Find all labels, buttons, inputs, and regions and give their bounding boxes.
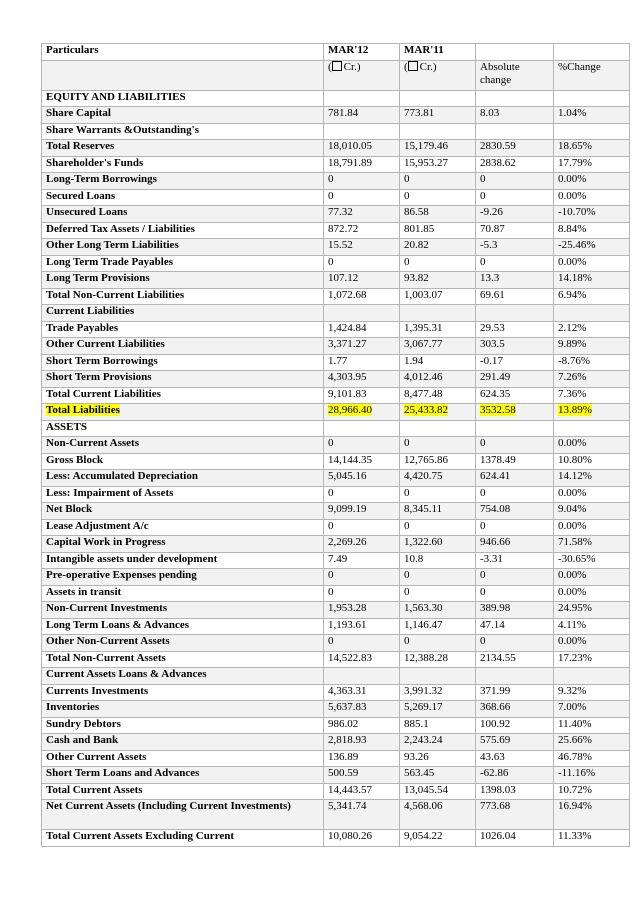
row-label: Sundry Debtors [42, 717, 324, 734]
mar11-value: 4,568.06 [400, 800, 476, 830]
mar11-value: 13,045.54 [400, 783, 476, 800]
mar11-value: 773.81 [400, 107, 476, 124]
mar12-value: 0 [324, 437, 400, 454]
pct-change-value: -30.65% [554, 552, 630, 569]
absolute-change-value: 575.69 [476, 734, 554, 751]
mar11-header: MAR'11 [400, 44, 476, 61]
pct-change-value: 0.00% [554, 173, 630, 190]
mar12-value [324, 305, 400, 322]
pct-change-value: 0.00% [554, 519, 630, 536]
absolute-change-value: 368.66 [476, 701, 554, 718]
absolute-change-value: 291.49 [476, 371, 554, 388]
table-row [42, 618, 630, 635]
row-label: Deferred Tax Assets / Liabilities [42, 222, 324, 239]
pct-change-value: 14.18% [554, 272, 630, 289]
mar11-value: 93.26 [400, 750, 476, 767]
row-label: Lease Adjustment A/c [42, 519, 324, 536]
table-row [42, 354, 630, 371]
table-row [42, 684, 630, 701]
mar11-value: 885.1 [400, 717, 476, 734]
pct-change-value: 24.95% [554, 602, 630, 619]
row-label: Current Assets Loans & Advances [42, 668, 324, 685]
table-row [42, 569, 630, 586]
row-label: Intangible assets under development [42, 552, 324, 569]
row-label: Short Term Loans and Advances [42, 767, 324, 784]
mar11-unit: ( Cr.) [400, 60, 476, 90]
absolute-change-value [476, 123, 554, 140]
mar11-value [400, 305, 476, 322]
pct-change-value: 9.04% [554, 503, 630, 520]
absolute-change-value: 1398.03 [476, 783, 554, 800]
absolute-change-value: 100.92 [476, 717, 554, 734]
table-row [42, 338, 630, 355]
table-row [42, 156, 630, 173]
mar11-value: 86.58 [400, 206, 476, 223]
mar11-value: 1.94 [400, 354, 476, 371]
table-row [42, 800, 630, 830]
absolute-change-value: 0 [476, 486, 554, 503]
mar11-value [400, 420, 476, 437]
pct-change-value: -8.76% [554, 354, 630, 371]
table-row [42, 173, 630, 190]
absolute-change-value: 389.98 [476, 602, 554, 619]
table-row [42, 140, 630, 157]
mar11-value: 12,765.86 [400, 453, 476, 470]
mar12-value: 0 [324, 189, 400, 206]
pct-change-value: 0.00% [554, 437, 630, 454]
table-row [42, 668, 630, 685]
pct-change-value: 71.58% [554, 536, 630, 553]
absolute-change-value: 0 [476, 189, 554, 206]
row-label: Other Current Liabilities [42, 338, 324, 355]
mar12-value: 107.12 [324, 272, 400, 289]
pct-change-value: 17.23% [554, 651, 630, 668]
mar12-value: 872.72 [324, 222, 400, 239]
pct-change-value: 1.04% [554, 107, 630, 124]
row-label: Long Term Loans & Advances [42, 618, 324, 635]
absolute-change-value: 773.68 [476, 800, 554, 830]
absolute-change-value: 624.41 [476, 470, 554, 487]
mar12-value: 1,424.84 [324, 321, 400, 338]
row-label: Less: Accumulated Depreciation [42, 470, 324, 487]
mar12-value: 9,101.83 [324, 387, 400, 404]
mar11-value: 0 [400, 173, 476, 190]
row-label: Pre-operative Expenses pending [42, 569, 324, 586]
row-label: Unsecured Loans [42, 206, 324, 223]
row-label: Capital Work in Progress [42, 536, 324, 553]
pct-change-value: 4.11% [554, 618, 630, 635]
absolute-change-value [476, 668, 554, 685]
absolute-change-value [476, 90, 554, 107]
mar11-value: 0 [400, 189, 476, 206]
mar11-value: 9,054.22 [400, 830, 476, 847]
pct-change-value: 0.00% [554, 189, 630, 206]
pct-change-value: 11.40% [554, 717, 630, 734]
pct-change-value [554, 668, 630, 685]
mar12-value: 0 [324, 173, 400, 190]
row-label: Total Current Assets [42, 783, 324, 800]
table-row [42, 503, 630, 520]
header-row [42, 44, 630, 61]
pct-change-value: 16.94% [554, 800, 630, 830]
table-row [42, 206, 630, 223]
pct-change-value: 14.12% [554, 470, 630, 487]
table-row [42, 552, 630, 569]
mar11-value: 8,345.11 [400, 503, 476, 520]
table-row [42, 536, 630, 553]
mar12-value: 0 [324, 585, 400, 602]
pct-change-value: 10.80% [554, 453, 630, 470]
mar11-value: 0 [400, 569, 476, 586]
mar11-value: 25,433.82 [400, 404, 476, 421]
table-row [42, 437, 630, 454]
table-row [42, 767, 630, 784]
pct-change-value: 17.79% [554, 156, 630, 173]
row-label: Total Liabilities [42, 404, 324, 421]
pct-change-value: 0.00% [554, 569, 630, 586]
mar11-value: 0 [400, 486, 476, 503]
table-row [42, 701, 630, 718]
empty-header-cell [554, 44, 630, 61]
absolute-change-value: -0.17 [476, 354, 554, 371]
mar12-value: 7.49 [324, 552, 400, 569]
row-label: Gross Block [42, 453, 324, 470]
pct-change-value: -10.70% [554, 206, 630, 223]
absolute-change-value: -9.26 [476, 206, 554, 223]
mar11-value: 801.85 [400, 222, 476, 239]
mar12-value: 3,371.27 [324, 338, 400, 355]
pct-change-value: 9.89% [554, 338, 630, 355]
mar11-value: 1,322.60 [400, 536, 476, 553]
table-row [42, 288, 630, 305]
row-label: Other Long Term Liabilities [42, 239, 324, 256]
table-row [42, 486, 630, 503]
row-label: Non-Current Assets [42, 437, 324, 454]
table-row [42, 371, 630, 388]
pct-change-value: 0.00% [554, 255, 630, 272]
absolute-change-value: 624.35 [476, 387, 554, 404]
mar11-value: 15,179.46 [400, 140, 476, 157]
row-label: Net Block [42, 503, 324, 520]
pct-change-value: 0.00% [554, 486, 630, 503]
absolute-change-value [476, 420, 554, 437]
mar12-value [324, 90, 400, 107]
mar11-value: 0 [400, 519, 476, 536]
pct-change-value: 18.65% [554, 140, 630, 157]
table-row [42, 90, 630, 107]
absolute-change-value: 13.3 [476, 272, 554, 289]
mar11-value: 12,388.28 [400, 651, 476, 668]
mar12-value: 28,966.40 [324, 404, 400, 421]
absolute-change-value: 2134.55 [476, 651, 554, 668]
mar12-value: 18,791.89 [324, 156, 400, 173]
row-label: Secured Loans [42, 189, 324, 206]
absolute-change-value: 0 [476, 173, 554, 190]
mar11-value [400, 123, 476, 140]
row-label: Other Current Assets [42, 750, 324, 767]
row-label: Share Warrants &Outstanding's [42, 123, 324, 140]
mar12-value: 9,099.19 [324, 503, 400, 520]
pct-change-value: 2.12% [554, 321, 630, 338]
absolute-change-value: 3532.58 [476, 404, 554, 421]
table-row [42, 519, 630, 536]
absolute-change-value: 0 [476, 437, 554, 454]
row-label: ASSETS [42, 420, 324, 437]
mar11-value: 0 [400, 255, 476, 272]
table-row [42, 239, 630, 256]
pct-change-value: 10.72% [554, 783, 630, 800]
particulars-header: Particulars [42, 44, 324, 61]
mar12-value: 0 [324, 569, 400, 586]
pct-change-value [554, 420, 630, 437]
units-row [42, 60, 630, 90]
table-row [42, 717, 630, 734]
absolute-change-value: 0 [476, 255, 554, 272]
table-row [42, 404, 630, 421]
table-row [42, 734, 630, 751]
mar11-value: 20.82 [400, 239, 476, 256]
mar12-value: 77.32 [324, 206, 400, 223]
mar12-header: MAR'12 [324, 44, 400, 61]
pct-change-value: -25.46% [554, 239, 630, 256]
absolute-change-value: 70.87 [476, 222, 554, 239]
mar11-value: 5,269.17 [400, 701, 476, 718]
mar12-value: 4,363.31 [324, 684, 400, 701]
table-row [42, 107, 630, 124]
row-label: Other Non-Current Assets [42, 635, 324, 652]
table-row [42, 651, 630, 668]
absolute-change-value: 29.53 [476, 321, 554, 338]
pct-change-value [554, 123, 630, 140]
mar12-value: 15.52 [324, 239, 400, 256]
mar12-unit: ( Cr.) [324, 60, 400, 90]
row-label: Shareholder's Funds [42, 156, 324, 173]
mar12-value: 500.59 [324, 767, 400, 784]
mar11-value: 1,395.31 [400, 321, 476, 338]
mar11-value: 0 [400, 635, 476, 652]
mar12-value: 0 [324, 635, 400, 652]
mar11-value: 4,012.46 [400, 371, 476, 388]
absolute-change-value: 0 [476, 519, 554, 536]
mar12-value: 2,269.26 [324, 536, 400, 553]
row-label: Total Current Assets Excluding Current [42, 830, 324, 847]
pct-change-value: 7.00% [554, 701, 630, 718]
mar12-value: 14,443.57 [324, 783, 400, 800]
mar11-value: 2,243.24 [400, 734, 476, 751]
table-row [42, 635, 630, 652]
absolute-change-value: 2838.62 [476, 156, 554, 173]
balance-sheet-table [41, 43, 630, 847]
mar11-value: 1,146.47 [400, 618, 476, 635]
absolute-change-header: Absolute change [476, 60, 554, 90]
table-row [42, 321, 630, 338]
absolute-change-value: 47.14 [476, 618, 554, 635]
mar11-value: 4,420.75 [400, 470, 476, 487]
mar11-value: 1,003.07 [400, 288, 476, 305]
table-row [42, 123, 630, 140]
mar12-value: 1.77 [324, 354, 400, 371]
row-label: Net Current Assets (Including Current Investments) [42, 800, 324, 830]
mar11-value: 93.82 [400, 272, 476, 289]
pct-change-value: 6.94% [554, 288, 630, 305]
mar12-value: 10,080.26 [324, 830, 400, 847]
pct-change-value [554, 90, 630, 107]
absolute-change-value: -3.31 [476, 552, 554, 569]
absolute-change-value: 0 [476, 585, 554, 602]
pct-change-value: 25.66% [554, 734, 630, 751]
row-label: Currents Investments [42, 684, 324, 701]
rupee-placeholder-icon [408, 61, 418, 71]
absolute-change-value: 2830.59 [476, 140, 554, 157]
row-label: Long Term Trade Payables [42, 255, 324, 272]
pct-change-value: 9.32% [554, 684, 630, 701]
table-row [42, 189, 630, 206]
mar11-value: 1,563.30 [400, 602, 476, 619]
row-label: Total Reserves [42, 140, 324, 157]
table-row [42, 453, 630, 470]
row-label: Long-Term Borrowings [42, 173, 324, 190]
mar11-value: 15,953.27 [400, 156, 476, 173]
absolute-change-value: 946.66 [476, 536, 554, 553]
mar11-value: 3,991.32 [400, 684, 476, 701]
rupee-placeholder-icon [332, 61, 342, 71]
row-label: Total Current Liabilities [42, 387, 324, 404]
mar12-value: 18,010.05 [324, 140, 400, 157]
row-label: Total Non-Current Assets [42, 651, 324, 668]
mar11-value: 8,477.48 [400, 387, 476, 404]
mar11-value: 3,067.77 [400, 338, 476, 355]
mar12-value [324, 123, 400, 140]
mar12-value: 5,045.16 [324, 470, 400, 487]
mar12-value: 986.02 [324, 717, 400, 734]
mar11-value [400, 668, 476, 685]
row-label: Current Liabilities [42, 305, 324, 322]
row-label: Share Capital [42, 107, 324, 124]
pct-change-header: %Change [554, 60, 630, 90]
mar12-value: 4,303.95 [324, 371, 400, 388]
pct-change-value: 7.26% [554, 371, 630, 388]
table-row [42, 387, 630, 404]
mar11-value [400, 90, 476, 107]
pct-change-value: 0.00% [554, 635, 630, 652]
table-row [42, 750, 630, 767]
table-row [42, 255, 630, 272]
mar12-value: 136.89 [324, 750, 400, 767]
table-row [42, 305, 630, 322]
row-label: Total Non-Current Liabilities [42, 288, 324, 305]
row-label: Inventories [42, 701, 324, 718]
row-label: Non-Current Investments [42, 602, 324, 619]
pct-change-value: 13.89% [554, 404, 630, 421]
absolute-change-value: 303.5 [476, 338, 554, 355]
mar12-value: 781.84 [324, 107, 400, 124]
row-label: Trade Payables [42, 321, 324, 338]
table-row [42, 602, 630, 619]
row-label: Less: Impairment of Assets [42, 486, 324, 503]
row-label: Cash and Bank [42, 734, 324, 751]
mar12-value: 0 [324, 519, 400, 536]
absolute-change-value: 0 [476, 569, 554, 586]
mar12-value: 1,953.28 [324, 602, 400, 619]
mar12-value [324, 420, 400, 437]
absolute-change-value: -5.3 [476, 239, 554, 256]
mar11-value: 563.45 [400, 767, 476, 784]
pct-change-value: 8.84% [554, 222, 630, 239]
table-row [42, 783, 630, 800]
row-label: Long Term Provisions [42, 272, 324, 289]
table-row [42, 830, 630, 847]
mar12-value: 0 [324, 255, 400, 272]
pct-change-value [554, 305, 630, 322]
mar12-value: 1,072.68 [324, 288, 400, 305]
empty-units-cell [42, 60, 324, 90]
table-row [42, 585, 630, 602]
mar12-value [324, 668, 400, 685]
empty-header-cell [476, 44, 554, 61]
absolute-change-value: 69.61 [476, 288, 554, 305]
absolute-change-value: 0 [476, 635, 554, 652]
absolute-change-value: 1026.04 [476, 830, 554, 847]
absolute-change-value: -62.86 [476, 767, 554, 784]
mar12-value: 2,818.93 [324, 734, 400, 751]
row-label: Assets in transit [42, 585, 324, 602]
mar11-value: 0 [400, 585, 476, 602]
absolute-change-value: 43.63 [476, 750, 554, 767]
mar12-value: 1,193.61 [324, 618, 400, 635]
pct-change-value: -11.16% [554, 767, 630, 784]
mar12-value: 14,522.83 [324, 651, 400, 668]
mar12-value: 14,144.35 [324, 453, 400, 470]
absolute-change-value: 1378.49 [476, 453, 554, 470]
table-row [42, 222, 630, 239]
row-label: Short Term Borrowings [42, 354, 324, 371]
mar11-value: 0 [400, 437, 476, 454]
pct-change-value: 11.33% [554, 830, 630, 847]
absolute-change-value: 371.99 [476, 684, 554, 701]
table-row [42, 420, 630, 437]
mar12-value: 5,637.83 [324, 701, 400, 718]
mar12-value: 0 [324, 486, 400, 503]
table-row [42, 272, 630, 289]
mar12-value: 5,341.74 [324, 800, 400, 830]
mar11-value: 10.8 [400, 552, 476, 569]
pct-change-value: 0.00% [554, 585, 630, 602]
absolute-change-value [476, 305, 554, 322]
pct-change-value: 46.78% [554, 750, 630, 767]
row-label: EQUITY AND LIABILITIES [42, 90, 324, 107]
absolute-change-value: 8.03 [476, 107, 554, 124]
pct-change-value: 7.36% [554, 387, 630, 404]
row-label: Short Term Provisions [42, 371, 324, 388]
table-row [42, 470, 630, 487]
absolute-change-value: 754.08 [476, 503, 554, 520]
